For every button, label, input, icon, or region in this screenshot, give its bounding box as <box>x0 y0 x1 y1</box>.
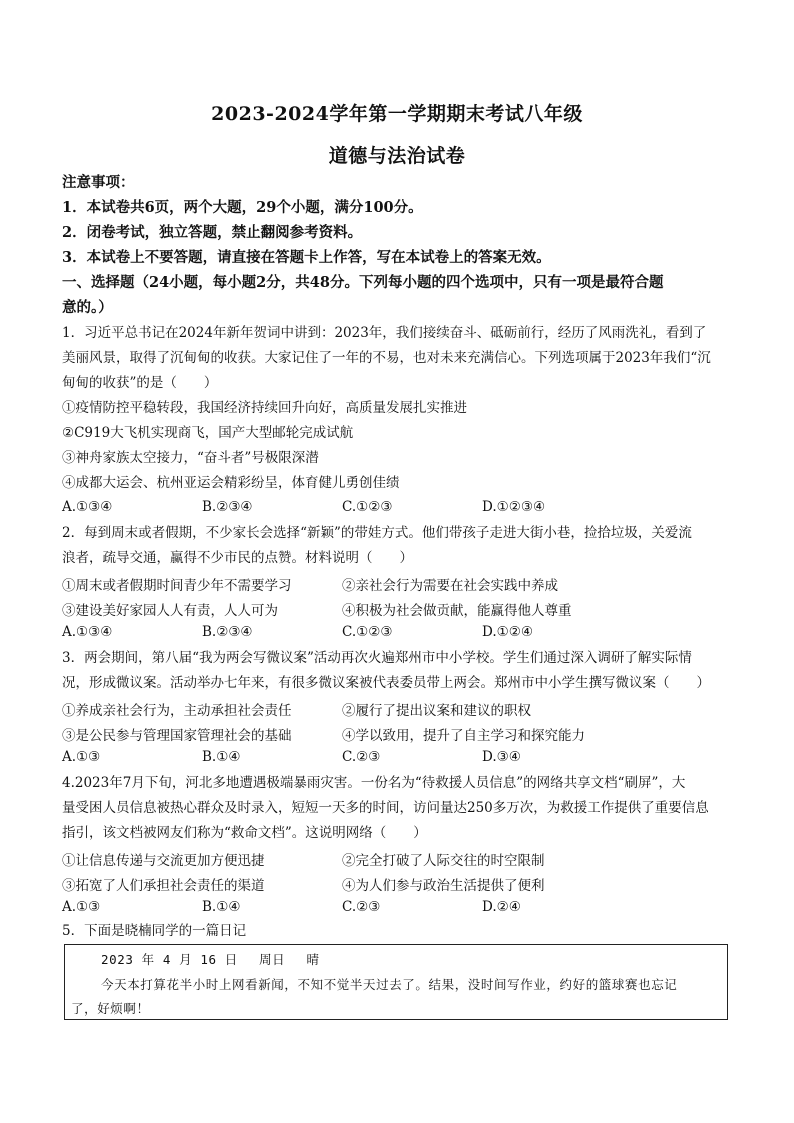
question-5-stem: 5．下面是晓楠同学的一篇日记 <box>62 923 247 939</box>
question-1-stem: 甸甸的收获”的是（ ） <box>62 375 218 391</box>
question-2-statement: ①周末或者假期时间青少年不需要学习 <box>62 578 292 594</box>
diary-box <box>64 944 728 1020</box>
choice-a: A.①③ <box>62 899 101 915</box>
exam-title: 2023-2024学年第一学期期末考试八年级 <box>211 103 583 125</box>
choice-c: C.①②③ <box>342 499 393 515</box>
notice-item: 1．本试卷共6页，两个大题，29个小题，满分100分。 <box>62 199 423 216</box>
question-4-statement: ①让信息传递与交流更加方便迅捷 <box>62 853 265 869</box>
choice-d: D.①②③④ <box>482 499 546 515</box>
choice-a: A.①③ <box>62 749 101 765</box>
question-2-statement: ④积极为社会做贡献，能赢得他人尊重 <box>342 603 572 619</box>
section-heading-cont: 意的。） <box>62 299 113 316</box>
notice-item: 2．闭卷考试，独立答题，禁止翻阅参考资料。 <box>62 224 363 241</box>
question-3-statement: ④学以致用，提升了自主学习和探究能力 <box>342 728 585 744</box>
diary-date: 2023 年 4 月 16 日 周日 晴 <box>101 952 320 967</box>
question-1-stem: 1．习近平总书记在2024年新年贺词中讲到：2023年，我们接续奋斗、砥砺前行，经历了风雨洗礼，看到了 <box>62 325 707 341</box>
notice-item: 3．本试卷上不要答题，请直接在答题卡上作答，写在本试卷上的答案无效。 <box>62 249 551 266</box>
question-4-statement: ②完全打破了人际交往的时空限制 <box>342 853 545 869</box>
section-heading: 一、选择题（24小题，每小题2分，共48分。下列每小题的四个选项中，只有一项是最符合题 <box>62 274 664 291</box>
choice-a: A.①③④ <box>62 499 113 515</box>
question-2-statement: ③建设美好家园人人有责，人人可为 <box>62 603 278 619</box>
choice-b: B.②③④ <box>202 624 253 640</box>
choice-c: C.②③ <box>342 749 381 765</box>
choice-b: B.①④ <box>202 749 241 765</box>
exam-subtitle: 道德与法治试卷 <box>328 145 466 167</box>
question-1-statement: ③神舟家族太空接力，“奋斗者”号极限深潜 <box>62 450 319 466</box>
question-2-stem: 2．每到周末或者假期，不少家长会选择“新颖”的带娃方式。他们带孩子走进大街小巷，捡拾垃圾，关爱流 <box>62 525 692 541</box>
question-2-statement: ②亲社会行为需要在社会实践中养成 <box>342 578 558 594</box>
choice-b: B.①④ <box>202 899 241 915</box>
question-3-stem: 况，形成微议案。活动举办七年来，有很多微议案被代表委员带上两会。郑州市中小学生撰写微议案（ ） <box>62 675 710 691</box>
notice-heading: 注意事项： <box>62 174 135 191</box>
choice-b: B.②③④ <box>202 499 253 515</box>
question-1-stem: 美丽风景，取得了沉甸甸的收获。大家记住了一年的不易，也对未来充满信心。下列选项属于2023年我们“沉 <box>62 350 711 366</box>
question-3-stem: 3．两会期间，第八届“我为两会写微议案”活动再次火遍郑州市中小学校。学生们通过深入调研了解实际情 <box>62 650 692 666</box>
question-4-statement: ④为人们参与政治生活提供了便利 <box>342 878 545 894</box>
choice-d: D.①②④ <box>482 624 533 640</box>
question-1-statement: ②C919大飞机实现商飞，国产大型邮轮完成试航 <box>62 425 354 441</box>
choice-d: D.③④ <box>482 749 521 765</box>
question-1-statement: ①疫情防控平稳转段，我国经济持续回升向好，高质量发展扎实推进 <box>62 400 467 416</box>
choice-d: D.②④ <box>482 899 521 915</box>
question-2-stem: 浪者，疏导交通，赢得不少市民的点赞。材料说明（ ） <box>62 550 413 566</box>
choice-a: A.①③④ <box>62 624 113 640</box>
choice-c: C.②③ <box>342 899 381 915</box>
question-4-stem: 4.2023年7月下旬，河北多地遭遇极端暴雨灾害。一份名为“待救援人员信息”的网络共享文档“刷屏”，大 <box>62 775 686 791</box>
diary-text-line: 今天本打算花半小时上网看新闻，不知不觉半天过去了。结果，没时间写作业，约好的篮球赛也忘记 <box>101 977 678 992</box>
choice-c: C.①②③ <box>342 624 393 640</box>
question-3-statement: ①养成亲社会行为，主动承担社会责任 <box>62 703 292 719</box>
question-1-statement: ④成都大运会、杭州亚运会精彩纷呈，体育健儿勇创佳绩 <box>62 475 400 491</box>
question-3-statement: ③是公民参与管理国家管理社会的基础 <box>62 728 292 744</box>
question-4-stem: 量受困人员信息被热心群众及时录入，短短一天多的时间，访问量达250多万次，为救援工作提供了重要信息 <box>62 800 709 816</box>
question-4-statement: ③拓宽了人们承担社会责任的渠道 <box>62 878 265 894</box>
question-4-stem: 指引，该文档被网友们称为“救命文档”。这说明网络（ ） <box>62 825 427 841</box>
question-3-statement: ②履行了提出议案和建议的职权 <box>342 703 531 719</box>
diary-text-line: 了，好烦啊！ <box>71 1001 150 1016</box>
